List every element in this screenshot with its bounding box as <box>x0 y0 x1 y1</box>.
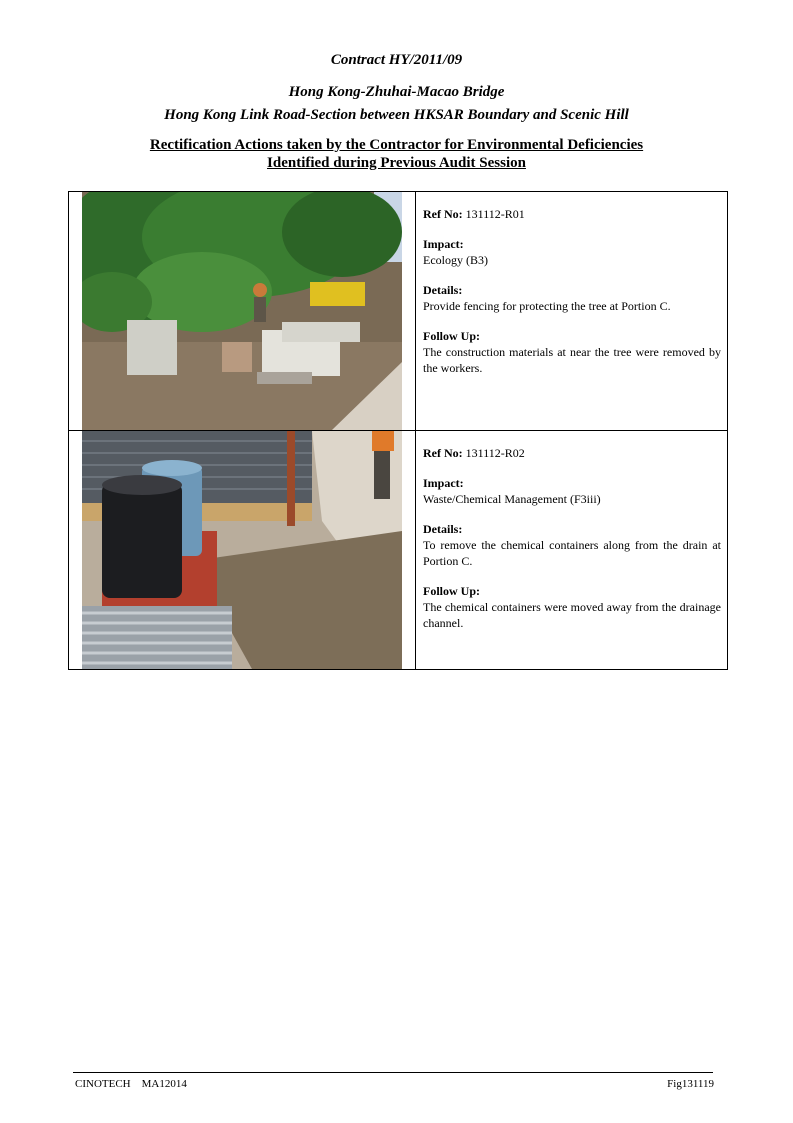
impact-label: Impact: <box>423 237 464 251</box>
rectification-table <box>68 191 728 670</box>
follow-up-value: The construction materials at near the tree were removed by the workers. <box>423 345 721 375</box>
follow-up-value: The chemical containers were moved away from the drainage channel. <box>423 600 721 630</box>
follow-up-label: Follow Up: <box>423 584 480 598</box>
footer-figure-number: Fig131119 <box>667 1078 714 1090</box>
site-photo-chemical-containers <box>82 431 402 669</box>
follow-up-label: Follow Up: <box>423 329 480 343</box>
footer-company-ref: CINOTECH MA12014 <box>75 1078 187 1090</box>
ref-number: 131112-R02 <box>465 446 525 460</box>
details-label: Details: <box>423 522 463 536</box>
record-details-cell <box>416 192 728 431</box>
ref-line <box>423 206 721 222</box>
details-label: Details: <box>423 283 463 297</box>
record-details-cell <box>416 431 728 670</box>
photo-cell <box>69 192 416 431</box>
site-photo-tree <box>82 192 402 430</box>
table-row <box>69 431 728 670</box>
photo-cell <box>69 431 416 670</box>
ref-label: Ref No: <box>423 207 463 221</box>
ref-line <box>423 445 721 461</box>
ref-label: Ref No: <box>423 446 463 460</box>
ref-number: 131112-R01 <box>465 207 525 221</box>
impact-label: Impact: <box>423 476 464 490</box>
footer-divider <box>73 1072 713 1073</box>
project-title-line1: Hong Kong-Zhuhai-Macao Bridge <box>288 84 505 100</box>
details-value: To remove the chemical containers along from the drain at Portion C. <box>423 538 721 568</box>
project-title-line2: Hong Kong Link Road-Section between HKSAR Boundary and Scenic Hill <box>164 107 629 123</box>
details-value: Provide fencing for protecting the tree at Portion C. <box>423 299 671 313</box>
table-row <box>69 192 728 431</box>
document-title-line2: Identified during Previous Audit Session <box>267 155 526 171</box>
impact-value: Waste/Chemical Management (F3iii) <box>423 492 601 506</box>
impact-value: Ecology (B3) <box>423 253 488 267</box>
document-title-line1: Rectification Actions taken by the Contractor for Environmental Deficiencies <box>149 137 644 153</box>
contract-number: Contract HY/2011/09 <box>330 52 463 68</box>
